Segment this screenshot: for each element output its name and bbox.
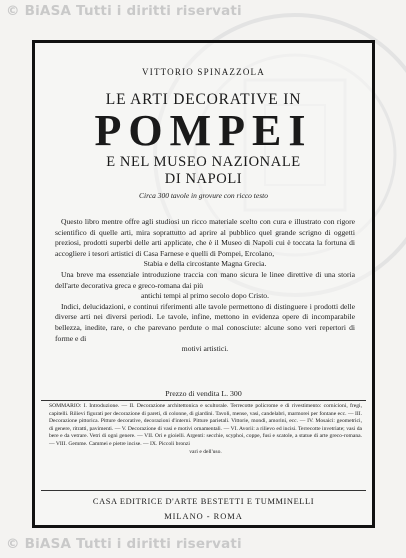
- subtitle: Circa 300 tavole in grovure con ricco testo: [139, 191, 268, 200]
- divider-bottom: [41, 490, 366, 491]
- summary-text: SOMMARIO: I. Introduzione. — II. Decorazione architettonica e scultorale. Terrecotte policrome e di rivestimento: cornicioni, fregi, capitelli. Rilievi figurati per decorazione di pareti, di colonne, di giardini. Tavoli, mense, vasi, candelabri, marmorei per fontane ecc. — III. Decorazione pittorica. Pitture decorative, decorazioni d'interni. Pitture parietali. Vittorie, mondi, amorini, ecc. — IV. Mosaici: geometrici, di genere, ritratti, pavimenti. — V. Decorazione di vasi e motivi ornamentali. — VI. Avorii: a rilievo ed incisi. Terrecotte invetriate; vasi da bere e da vetrare. Vetri di ogni genere. — VII. Ori e gioielli. Argenti: secchie, scyphoi, coppe, fusi e scatole, a statue di arte greco-romana. — VIII. Gemme. Cammei e pietre incise. — IX. Piccoli bronzi: [49, 403, 362, 447]
- watermark-top: © BiASA Tutti i diritti riservati: [6, 3, 242, 19]
- author-name: VITTORIO SPINAZZOLA: [142, 67, 265, 77]
- publisher-city: MILANO - ROMA: [164, 512, 243, 521]
- watermark-bottom: © BiASA Tutti i diritti riservati: [6, 536, 242, 552]
- paragraph-3-last-line: motivi artistici.: [181, 344, 229, 354]
- summary: [49, 403, 362, 456]
- summary-end: vari e dell'uso.: [189, 448, 222, 455]
- publisher: CASA EDITRICE D'ARTE BESTETTI E TUMMINELLI: [92, 497, 315, 506]
- title-main: POMPEI: [94, 106, 313, 155]
- price: Prezzo di vendita L. 300: [165, 389, 242, 398]
- paragraph-2-last-line: antichi tempi al primo secolo dopo Cristo.: [140, 291, 270, 301]
- paragraph-1-last-line: Stabia e della circostante Magna Grecia.: [143, 259, 267, 269]
- paragraph-2: Una breve ma essenziale introduzione traccia con mano sicura le linee direttive di una storia dell'arte decorativa greca e greco-romana dai più: [55, 269, 355, 290]
- title-line-4: DI NAPOLI: [164, 171, 243, 187]
- description-text: [55, 217, 355, 355]
- paragraph-1: Questo libro mentre offre agli studiosi un ricco materiale scelto con cura e illustrato con rigore scientifico di quelle arti, mira soprattutto ad aprire al pubblico quel grande scrigno di oggetti preziosi, prodotti superbi delle arti applicate, che è il Museo di Napoli cui è toccata la fortuna di accogliere i tesori artistici di Casa Farnese e quelli di Pompei, Ercolano,: [55, 217, 355, 258]
- title-line-3: E NEL MUSEO NAZIONALE: [106, 154, 301, 170]
- advertisement-frame: [32, 40, 375, 528]
- title-line-1: LE ARTI DECORATIVE IN: [105, 91, 302, 108]
- divider-top: [41, 400, 366, 401]
- paragraph-3: Indici, delucidazioni, e continui riferimenti alle tavole permettono di distinguere i prodotti delle diverse arti nei diversi periodi. Le tavole, infine, mettono in evidenza opere di incomparabile bellezza, inedite, rare, o che parevano perdute o mal conosciute: alcune sono veri repertori di forme e di: [55, 301, 355, 343]
